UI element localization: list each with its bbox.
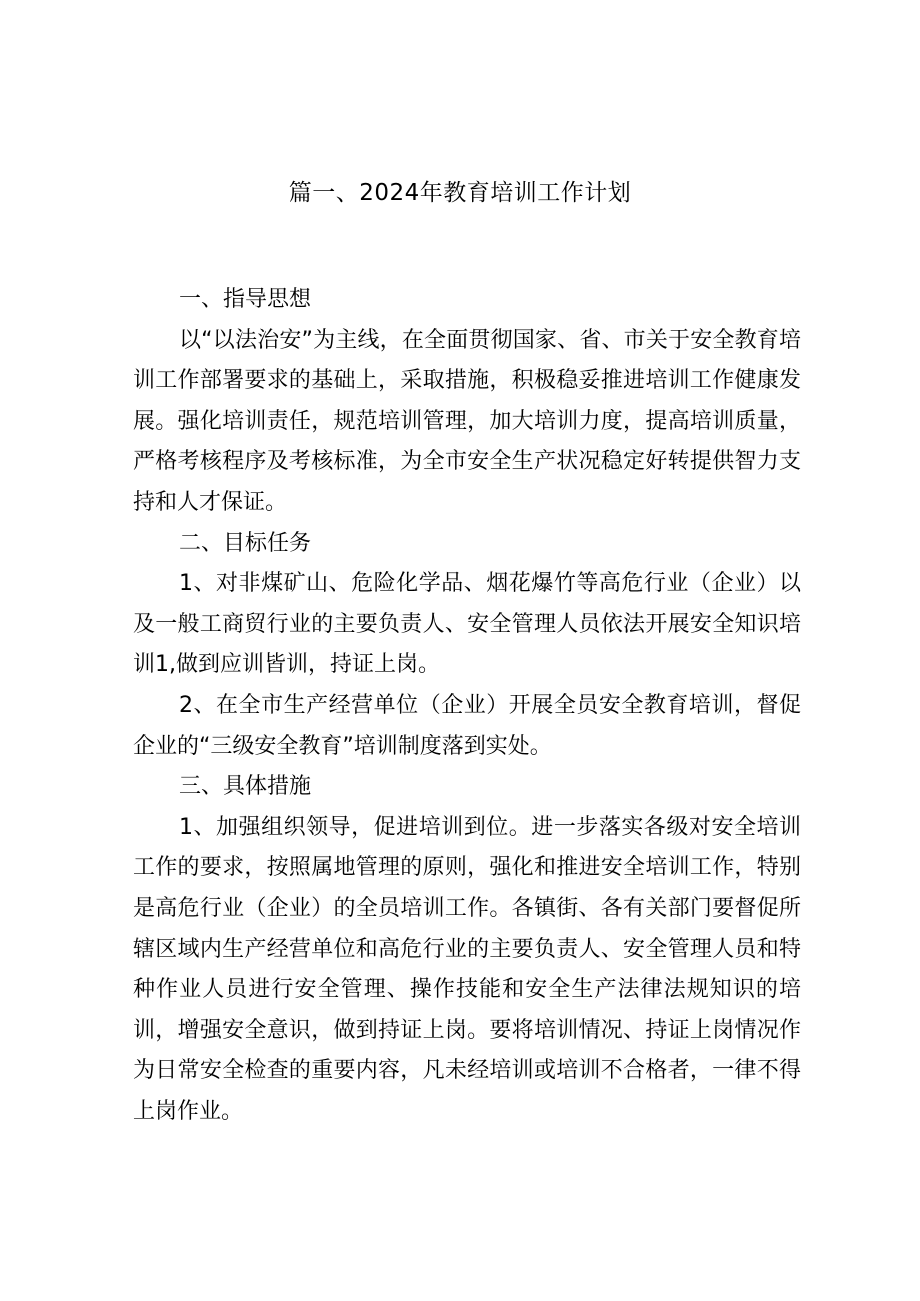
paragraph-target-2: 2、在全市生产经营单位（企业）开展全员安全教育培训，督促企业的“三级安全教育”培训制度落到实处。 xyxy=(133,692,801,759)
section-heading-guiding-ideology: 一、指导思想 xyxy=(179,287,312,312)
section-heading-specific-measures: 三、具体措施 xyxy=(179,774,312,800)
document-body xyxy=(133,280,801,1132)
section-heading-targets-tasks: 二、目标任务 xyxy=(179,530,312,556)
document-title: 篇一、2024年教育培训工作计划 xyxy=(288,180,632,206)
paragraph-target-1: 1、对非煤矿山、危险化学品、烟花爆竹等高危行业（企业）以及一般工商贸行业的主要负责人、安全管理人员依法开展安全知识培训1,做到应训皆训，持证上岗。 xyxy=(133,571,801,678)
paragraph-guiding-ideology: 以“以法治安”为主线，在全面贯彻国家、省、市关于安全教育培训工作部署要求的基础上，采取措施，积极稳妥推进培训工作健康发展。强化培训责任，规范培训管理，加大培训力度，提高培训质量，严格考核程序及考核标准，为全市安全生产状况稳定好转提供智力支持和人才保证。 xyxy=(133,327,801,515)
paragraph-measure-1: 1、加强组织领导，促进培训到位。进一步落实各级对安全培训工作的要求，按照属地管理的原则，强化和推进安全培训工作，特别是高危行业（企业）的全员培训工作。各镇街、各有关部门要督促所辖区域内生产经营单位和高危行业的主要负责人、安全管理人员和特种作业人员进行安全管理、操作技能和安全生产法律法规知识的培训，增强安全意识，做到持证上岗。要将培训情况、持证上岗情况作为日常安全检查的重要内容，凡未经培训或培训不合格者，一律不得上岗作业。 xyxy=(133,814,801,1124)
